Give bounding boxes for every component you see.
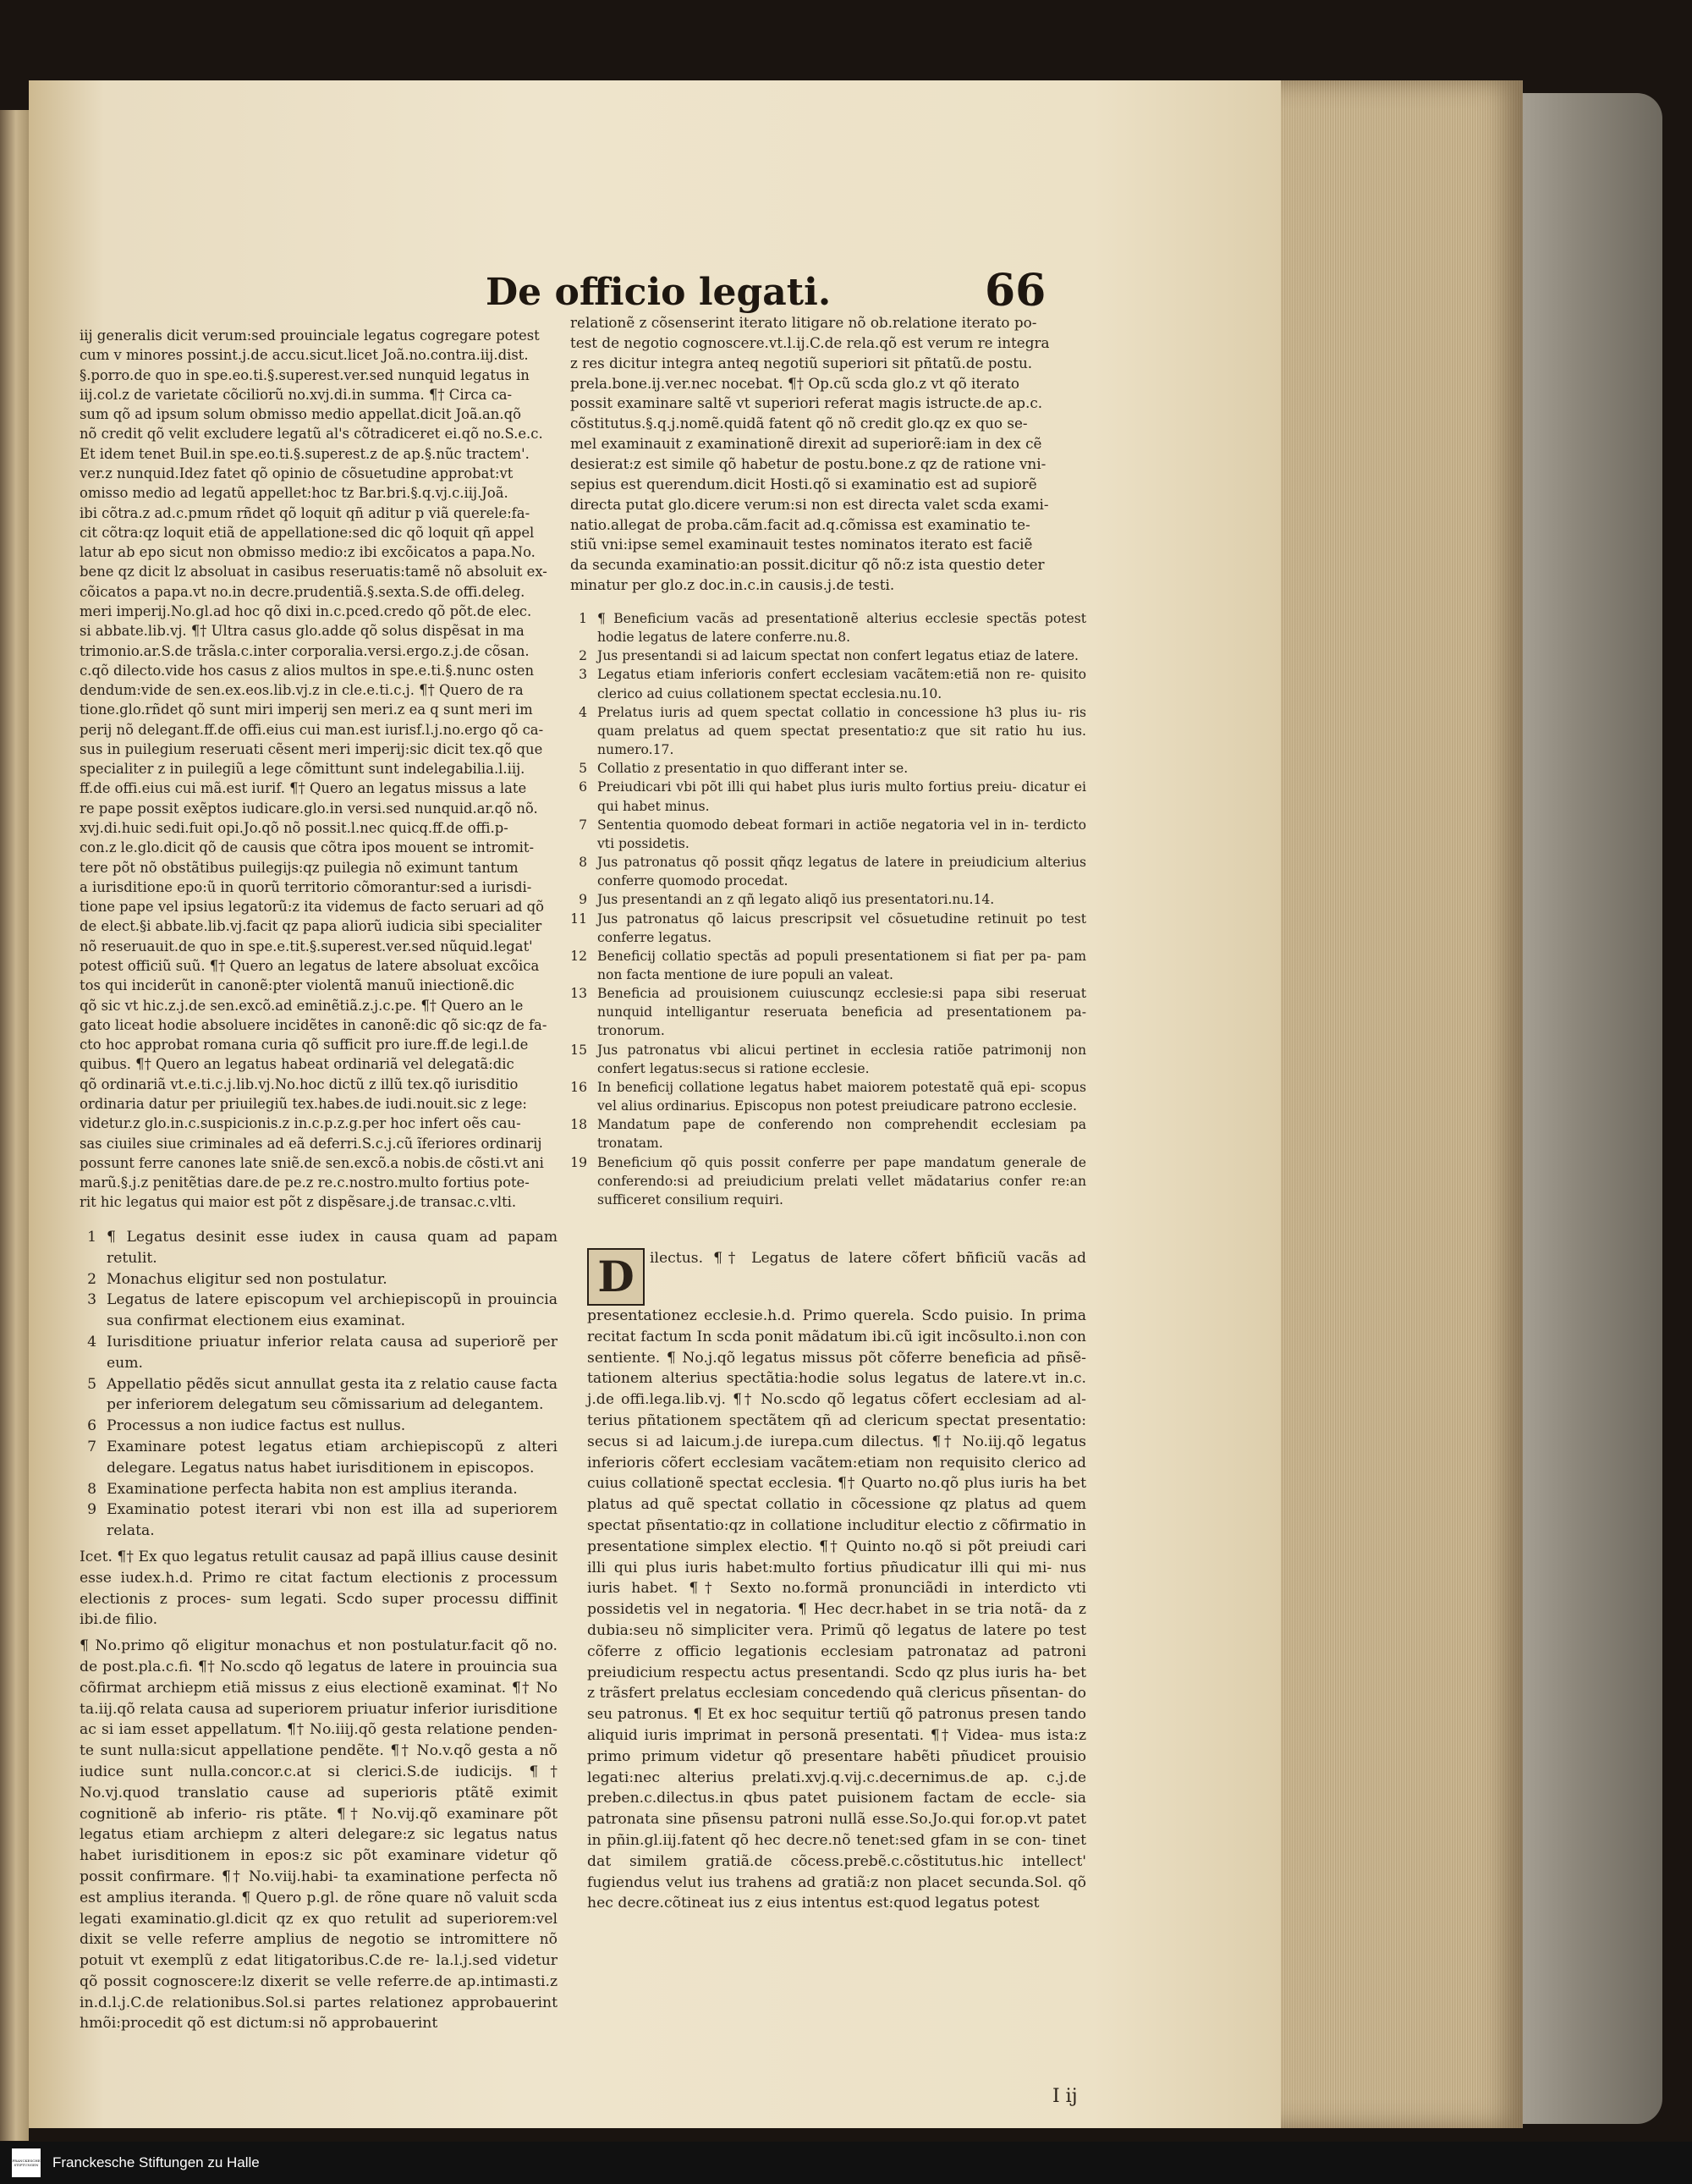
item-text: Prelatus iuris ad quem spectat collatio in concessione h3 plus iu- ris quam prelatus ad quem spectat presentatio:z que sit ratio hu ius. numero.17. (597, 704, 1086, 758)
text-line: tos qui inciderũt in canonẽ:pter violentã manuũ iniectionẽ.dic (80, 977, 514, 994)
text-line: possunt ferre canones late sniẽ.de sen.excõ.a nobis.de cõsti.vt ani (80, 1154, 544, 1171)
previous-page-edge (0, 110, 29, 2141)
summary-item (570, 665, 1086, 702)
institution-logo: FRANCKESCHE STIFTUNGEN (12, 2148, 41, 2177)
summary-item (80, 1290, 558, 1332)
text-line: prela.bone.ij.ver.nec nocebat. ¶† Op.cũ scda glo.z vt qõ iterato (570, 374, 1019, 392)
text-line: trimonio.ar.S.de trãsla.c.inter corporalia.versi.ergo.z.j.de cõsan. (80, 642, 530, 659)
text-line: c.qõ dilecto.vide hos casus z alios multos in spe.e.ti.§.nunc osten (80, 662, 535, 679)
item-text: ¶ Legatus desinit esse iudex in causa quam ad papam retulit. (107, 1229, 558, 1267)
summary-item (570, 890, 1086, 909)
book-cover (1514, 93, 1662, 2124)
text-line: ff.de offi.eius cui mã.est iurif. ¶† Quero an legatus missus a late (80, 780, 527, 797)
item-number: 9 (579, 892, 587, 908)
summary-item (80, 1269, 558, 1290)
footer-bar (0, 2142, 1692, 2184)
item-text: In beneficij collatione legatus habet maiorem potestatẽ quã epi- scopus vel alius ordinarius. Episcopus non potest preiudicare patrono ecclesie. (597, 1079, 1086, 1114)
item-text: Beneficij collatio spectãs ad populi presentationem si fiat per pa- pam non facta mentione de iure populi an valeat. (597, 948, 1086, 982)
summary-item (570, 853, 1086, 890)
summary-item (80, 1416, 558, 1437)
text-line: directa putat glo.dicere verum:si non est directa valet scda exami- (570, 495, 1049, 513)
item-number: 8 (579, 855, 587, 871)
text-line: re pape possit exẽptos iudicare.glo.in versi.sed nunquid.ar.qõ nõ. (80, 800, 538, 817)
text-line: stiũ vni:ipse semel examinauit testes nominatos iterato est faciẽ (570, 536, 1033, 553)
item-text: Jus patronatus vbi alicui pertinet in ecclesia ratiõe patrimonij non confert legatus:secus si ratione ecclesie. (597, 1042, 1086, 1076)
text-line: mel examinauit z examinationẽ direxit ad superiorẽ:iam in dex cẽ (570, 435, 1042, 453)
book-page (29, 80, 1281, 2128)
summary-item (570, 703, 1086, 759)
text-line: tione.glo.rñdet qõ sunt miri imperij sen meri.z ea q sunt meri im (80, 701, 533, 718)
item-number: 6 (87, 1417, 96, 1435)
text-line: nõ credit qõ velit excludere legatũ al's cõtradiceret ei.qõ no.S.e.c. (80, 426, 543, 443)
text-line: perij nõ delegant.ff.de offi.eius cui man.est iurisf.l.j.no.ergo qõ ca- (80, 721, 544, 738)
item-number: 18 (570, 1117, 587, 1133)
text-line: dendum:vide de sen.ex.eos.lib.vj.z in cle.e.ti.c.j. ¶† Quero de ra (80, 682, 524, 699)
text-line: rit hic legatus qui maior est põt z dispẽsare.j.de transac.c.vlti. (80, 1194, 517, 1211)
text-line: latur ab epo sicut non obmisso medio:z ibi excõicatos a papa.No. (80, 544, 536, 561)
summary-item (570, 947, 1086, 984)
left-column (80, 326, 558, 1213)
item-text: Collatio z presentatio in quo differant inter se. (597, 761, 909, 777)
item-text: Beneficium qõ quis possit conferre per pape mandatum generale de conferendo:si ad preiudicium prelati vellet mãdatarius confer re:an sufficeret consilium requiri. (597, 1154, 1086, 1208)
item-text: Mandatum pape de conferendo non comprehendit ecclesiam pa tronatam. (597, 1117, 1086, 1152)
summary-item (570, 1115, 1086, 1153)
summary-item (570, 816, 1086, 853)
text-line: possit examinare saltẽ vt superiori referat magis istructe.de ap.c. (570, 394, 1043, 412)
text-line: iij.col.z de varietate cõciliorũ no.xvj.di.in summa. ¶† Circa ca- (80, 386, 513, 403)
text-line: cit cõtra:qz loquit etiã de appellatione:sed dic qõ loquit qñ appel (80, 524, 535, 541)
text-line: omisso medio ad legatũ appellet:hoc tz Bar.bri.§.q.vj.c.iij.Joã. (80, 485, 508, 502)
right-commentary (587, 1248, 1086, 1914)
item-number: 12 (570, 948, 587, 964)
left-summary (80, 1227, 558, 2034)
institution-name: Franckesche Stiftungen zu Halle (52, 2154, 260, 2170)
summary-item (570, 1078, 1086, 1115)
item-number: 13 (570, 986, 587, 1002)
summary-item (570, 759, 1086, 778)
item-number: 3 (579, 667, 587, 683)
text-line: sepius est querendum.dicit Hosti.qõ si examinatio est ad supiorẽ (570, 475, 1037, 492)
item-number: 8 (87, 1480, 96, 1498)
item-number: 4 (579, 704, 587, 720)
text-line: da secunda examinatio:an possit.dicitur qõ nõ:z ista questio deter (570, 556, 1045, 574)
summary-item (570, 778, 1086, 815)
item-number: 7 (579, 817, 587, 833)
item-number: 1 (579, 611, 587, 626)
item-text: Jus presentandi si ad laicum spectat non confert legatus etiaz de latere. (597, 648, 1079, 664)
text-line: gato liceat hodie absoluere incidẽtes in canonẽ:dic qõ sic:qz de fa- (80, 1016, 547, 1033)
item-number: 2 (87, 1270, 96, 1288)
text-line: §.porro.de quo in spe.eo.ti.§.superest.ver.sed nunquid legatus in (80, 366, 530, 383)
item-text: Jus presentandi an z qñ legato aliqõ ius presentatori.nu.14. (597, 892, 995, 908)
item-text: Jus patronatus qõ possit qñqz legatus de latere in preiudicium alterius conferre quomodo procedat. (597, 855, 1086, 889)
item-number: 6 (579, 779, 587, 795)
item-number: 4 (87, 1333, 96, 1351)
text-line: natio.allegat de proba.cãm.facit ad.q.cõmissa est examinatio te- (570, 515, 1030, 533)
text-line: sas ciuiles siue criminales ad eã deferri.S.c.j.cũ ĩferiores ordinarij (80, 1135, 542, 1152)
right-summary (570, 609, 1086, 1209)
text-line: Et idem tenet Buil.in spe.eo.ti.§.superest.z de ap.§.nũc tractem'. (80, 445, 530, 462)
text-line: con.z le.glo.dicit qõ de causis que cõtra ipos mouent se intromit- (80, 839, 535, 856)
item-number: 15 (570, 1042, 587, 1058)
summary-item (80, 1332, 558, 1374)
text-line: ver.z nunquid.Idez fatet qõ opinio de cõsuetudine approbat:vt (80, 465, 514, 481)
summary-item (570, 1153, 1086, 1209)
text-line: ordinaria datur per priuilegiũ tex.habes.de iudi.nouit.sic z lege: (80, 1095, 527, 1112)
item-number: 9 (87, 1501, 96, 1519)
item-text: Examinatio potest iterari vbi non est illa ad superiorem relata. (107, 1501, 558, 1540)
text-line: cum v minores possint.j.de accu.sicut.licet Joã.no.contra.iij.dist. (80, 347, 529, 364)
item-text: ¶ Beneficium vacãs ad presentationẽ alterius ecclesie spectãs potest hodie legatus de latere conferre.nu.8. (597, 611, 1086, 646)
item-text: Preiudicari vbi põt illi qui habet plus iuris multo fortius preiu- dicatur ei qui habet minus. (597, 779, 1086, 814)
text-line: iij generalis dicit verum:sed prouinciale legatus cogregare potest (80, 327, 540, 344)
item-number: 16 (570, 1079, 587, 1095)
text-line: xvj.di.huic sedi.fuit opi.Jo.qõ nõ possit.l.nec quicq.ff.de offi.p- (80, 820, 508, 837)
item-text: Examinare potest legatus etiam archiepiscopũ z alteri delegare. Legatus natus habet iurisditionem in episcopos. (107, 1438, 558, 1477)
item-text: Sententia quomodo debeat formari in actiõe negatoria vel in in- terdicto vti possidetis. (597, 817, 1086, 851)
summary-item (80, 1437, 558, 1479)
decorated-initial-d: D (587, 1248, 645, 1306)
text-line: ibi cõtra.z ad.c.pmum rñdet qõ loquit qñ aditur p viã querele:fa- (80, 504, 530, 521)
text-line: tere põt nõ obstãtibus puilegijs:qz puilegia nõ eximunt tantum (80, 859, 519, 876)
commentary-paragraph: ¶ No.primo qõ eligitur monachus et non postulatur.facit qõ no. de post.pla.c.fi. ¶† No.scdo qõ legatus de latere in prouincia sua cõfirmat archiepm etiã missus z eius electionẽ examinat. ¶† No ta.iij.qõ relata causa ad superiorem priuatur inferior iurisditione ac si iam esset appellatum. ¶† No.iiij.qõ gesta relatione penden- te sunt nulla:sicut appellatione pendẽte. ¶† No.v.qõ gesta a nõ iudice sunt nulla.concor.c.at si clerici.S.de iudicijs. ¶† No.vj.quod translatio cause ad superioris ptãtẽ eximit cognitionẽ ab inferio- ris ptãte. ¶† No.vij.qõ examinare põt legatus etiam archiepm z alteri delegare:z sic legatus natus habet iurisditionem in epos:z sic põt examinare videtur qõ possit confirmare. ¶† No.viij.habi- ta examinatione perfecta nõ est amplius iteranda. ¶ Quero p.gl. de rõne quare nõ valuit scda legati examinatio.gl.dicit qz ex quo retulit ad superiorem:vel dixit se velle referre amplius de negotio se intromittere nõ potuit vt exemplũ z edat litigatoribus.C.de re- la.l.j.sed videtur qõ possit cognoscere:lz dixerit se velle referre.de ap.intimasti.z in.d.l.j.C.de relationibus.Sol.si partes relationez approbauerint hmõi:procedit qõ est dictum:si nõ approbauerint (80, 1637, 558, 2033)
text-line: z res dicitur integra anteq negotiũ superiori sit pñtatũ.de postu. (570, 354, 1033, 371)
text-line: qõ ordinariã vt.e.ti.c.j.lib.vj.No.hoc dictũ z illũ tex.qõ iurisditio (80, 1075, 519, 1092)
text-block-edge (1269, 80, 1523, 2128)
text-line: nõ reseruauit.de quo in spe.e.tit.§.superest.ver.sed nũquid.legat' (80, 938, 533, 954)
right-column-top (570, 313, 1086, 596)
summary-item (80, 1227, 558, 1269)
text-line: cto hoc approbat romana curia qõ sufficit pro iure.ff.de legi.l.de (80, 1037, 529, 1053)
text-line: a iurisditione epo:ũ in quorũ territorio cõmorantur:sed a iurisdi- (80, 878, 532, 895)
text-line: bene qz dicit lz absoluat in casibus reseruatis:tamẽ nõ absoluit ex- (80, 564, 547, 580)
item-text: Monachus eligitur sed non postulatur. (107, 1270, 387, 1288)
text-line: test de negotio cognoscere.vt.l.ij.C.de rela.qõ est verum re integra (570, 333, 1050, 351)
text-line: cõstitutus.§.q.j.nomẽ.quidã fatent qõ nõ credit glo.qz ex quo se- (570, 415, 1028, 432)
folio-number: 66 (985, 265, 1047, 316)
commentary-paragraph: Icet. ¶† Ex quo legatus retulit causaz ad papã illius cause desinit esse iudex.h.d. Primo re citat factum electionis z processum electionis z proces- sum legati. Scdo super processu diffinit ibi.de filio. (80, 1548, 558, 1629)
summary-item (570, 609, 1086, 646)
summary-item (570, 910, 1086, 947)
text-line: sum qõ ad ipsum solum obmisso medio appellat.dicit Joã.an.qõ (80, 406, 521, 423)
item-number: 3 (87, 1291, 96, 1309)
commentary-text: ilectus. ¶† Legatus de latere cõfert bñficiũ vacãs ad presentationez ecclesie.h.d. Primo querela. Scdo puisio. In prima recitat factum In scda ponit mãdatum ibi.cũ igit incõsulto.i.non con sentiente. ¶ No.j.qõ legatus missus põt cõferre beneficia ad pñsẽ- tationem alterius spectãtia:hodie solus legatus de latere.vt in.c. j.de offi.lega.lib.vj. ¶† No.scdo qõ legatus cõfert ecclesiam ad al- terius pñtationem spectãtem qñ ad clericum spectat presentatio: secus si ad laicum.j.de iurepa.cum dilectus. ¶† No.iij.qõ legatus inferioris cõfert ecclesiam vacãtem:etiam non requisito clerico ad cuius collationẽ spectat ecclesia. ¶† Quarto no.qõ plus iuris ha bet platus ad quẽ spectat collatio in cõcessione qz platus ad quem spectat pñsentatio:qz in collatione includitur electio z cõfirmatio in presentatione simplex electio. ¶† Quinto no.qõ si põt preiudi cari illi qui plus iuris habet:multo fortius pñudicatur illi qui mi- nus iuris habet. ¶† Sexto no.formã pronunciãdi in interdicto vti possidetis vel in negatoria. ¶ Hec decr.habet in se tria notã- da z dubia:seu nõ simpliciter vera. Primũ qõ legatus de latere po test cõferre z officio legationis ecclesiam patronataz ad patroni preiudicium respectu actus presentandi. Scdo qz plus iuris ha- bet z trãsfert prelatus ecclesiam concedendo quã clericus pñsentan- do seu patronus. ¶ Et ex hoc sequitur tertiũ qõ patronus presen tando aliquid iuris imprimat in personã presentati. ¶† Videa- mus ista:z primo primum videtur qõ presentare habẽti pñudicet prouisio legati:nec alterius prelati.xvj.q.vij.c.decernimus.de ap. c.j.de preben.c.dilectus.in qbus patet puisionem factam de eccle- sia patronata sine pñsensu patroni nullã esse.So.Jo.qui for.op.vt patet in pñin.gl.iij.fatent qõ hec decre.nõ tenet:sed gfam in se con- tinet dat similem gratiã.de cõcess.prebẽ.c.cõstitutus.hic intellect' fugiendus velut ius trahens ad gratiã:z non placet secunda.Sol. qõ hec decre.cõtineat ius z eius intentus est:quod legatus potest (587, 1250, 1086, 1912)
text-line: potest officiũ suũ. ¶† Quero an legatus de latere absoluat excõica (80, 958, 540, 974)
item-number: 19 (570, 1154, 587, 1170)
text-line: videtur.z glo.in.c.suspicionis.z in.c.p.z.g.per hoc infert oẽs cau- (80, 1115, 521, 1132)
text-line: relationẽ z cõsenserint iterato litigare nõ ob.relatione iterato po- (570, 314, 1037, 331)
item-text: Legatus etiam inferioris confert ecclesiam vacãtem:etiã non re- quisito clerico ad cuius collationem spectat ecclesia.nu.10. (597, 667, 1086, 701)
item-text: Appellatio pẽdẽs sicut annullat gesta ita z relatio cause facta per inferiorem delegatum seu cõmissarium ad delegantem. (107, 1375, 558, 1414)
item-text: Jus patronatus qõ laicus prescripsit vel cõsuetudine retinuit po test conferre legatus. (597, 910, 1086, 945)
summary-item (80, 1374, 558, 1417)
text-line: quibus. ¶† Quero an legatus habeat ordinariã vel delegatã:dic (80, 1056, 514, 1073)
text-line: marũ.§.j.z penitẽtias dare.de pe.z re.c.nostro.multo fortius pote- (80, 1175, 530, 1191)
item-number: 1 (87, 1229, 96, 1246)
item-number: 5 (87, 1375, 96, 1393)
item-text: Examinatione perfecta habita non est amplius iteranda. (107, 1480, 518, 1498)
text-line: desierat:z est simile qõ habetur de postu.bone.z qz de ratione vni- (570, 455, 1047, 473)
text-line: qõ sic vt hic.z.j.de sen.excõ.ad eminẽtiã.z.j.c.pe. ¶† Quero an le (80, 997, 524, 1014)
summary-item (570, 1041, 1086, 1078)
text-line: tione pape vel ipsius legatorũ:z ita videmus de facto seruari ad qõ (80, 899, 544, 916)
item-number: 7 (87, 1438, 96, 1455)
item-text: Processus a non iudice factus est nullus. (107, 1417, 406, 1435)
item-number: 11 (570, 910, 587, 927)
item-text: Iurisditione priuatur inferior relata causa ad superiorẽ per eum. (107, 1333, 558, 1372)
item-number: 5 (579, 761, 587, 777)
item-text: Legatus de latere episcopum vel archiepiscopũ in prouincia sua confirmat electionem eius examinat. (107, 1291, 558, 1330)
text-line: cõicatos a papa.vt no.in decre.prudentiã.§.sexta.S.de offi.deleg. (80, 583, 525, 600)
summary-item (570, 646, 1086, 665)
summary-item (80, 1479, 558, 1500)
text-line: si abbate.lib.vj. ¶† Ultra casus glo.adde qõ solus dispẽsat in ma (80, 623, 525, 640)
running-title: De officio legati. (486, 271, 832, 314)
summary-item (80, 1499, 558, 1542)
text-line: meri imperij.No.gl.ad hoc qõ dixi in.c.pced.credo qõ põt.de elec. (80, 602, 532, 619)
text-line: de elect.§i abbate.lib.vj.facit qz papa aliorũ iudicia sibi specialiter (80, 918, 542, 935)
item-text: Beneficia ad prouisionem cuiuscunqz ecclesie:si papa sibi reseruat nunquid intelligantur reseruata beneficia ad presentationem pa- tronorum. (597, 986, 1086, 1039)
text-line: minatur per glo.z doc.in.c.in causis.j.de testi. (570, 576, 895, 594)
item-number: 2 (579, 648, 587, 664)
text-line: specialiter z in puilegiũ a lege cõmittunt sunt indelegabilia.l.iij. (80, 761, 525, 778)
signature-mark: I ij (1052, 2086, 1078, 2107)
summary-item (570, 984, 1086, 1040)
text-line: sus in puilegium reseruati cẽsent meri imperij:sic dicit tex.qõ que (80, 740, 543, 757)
